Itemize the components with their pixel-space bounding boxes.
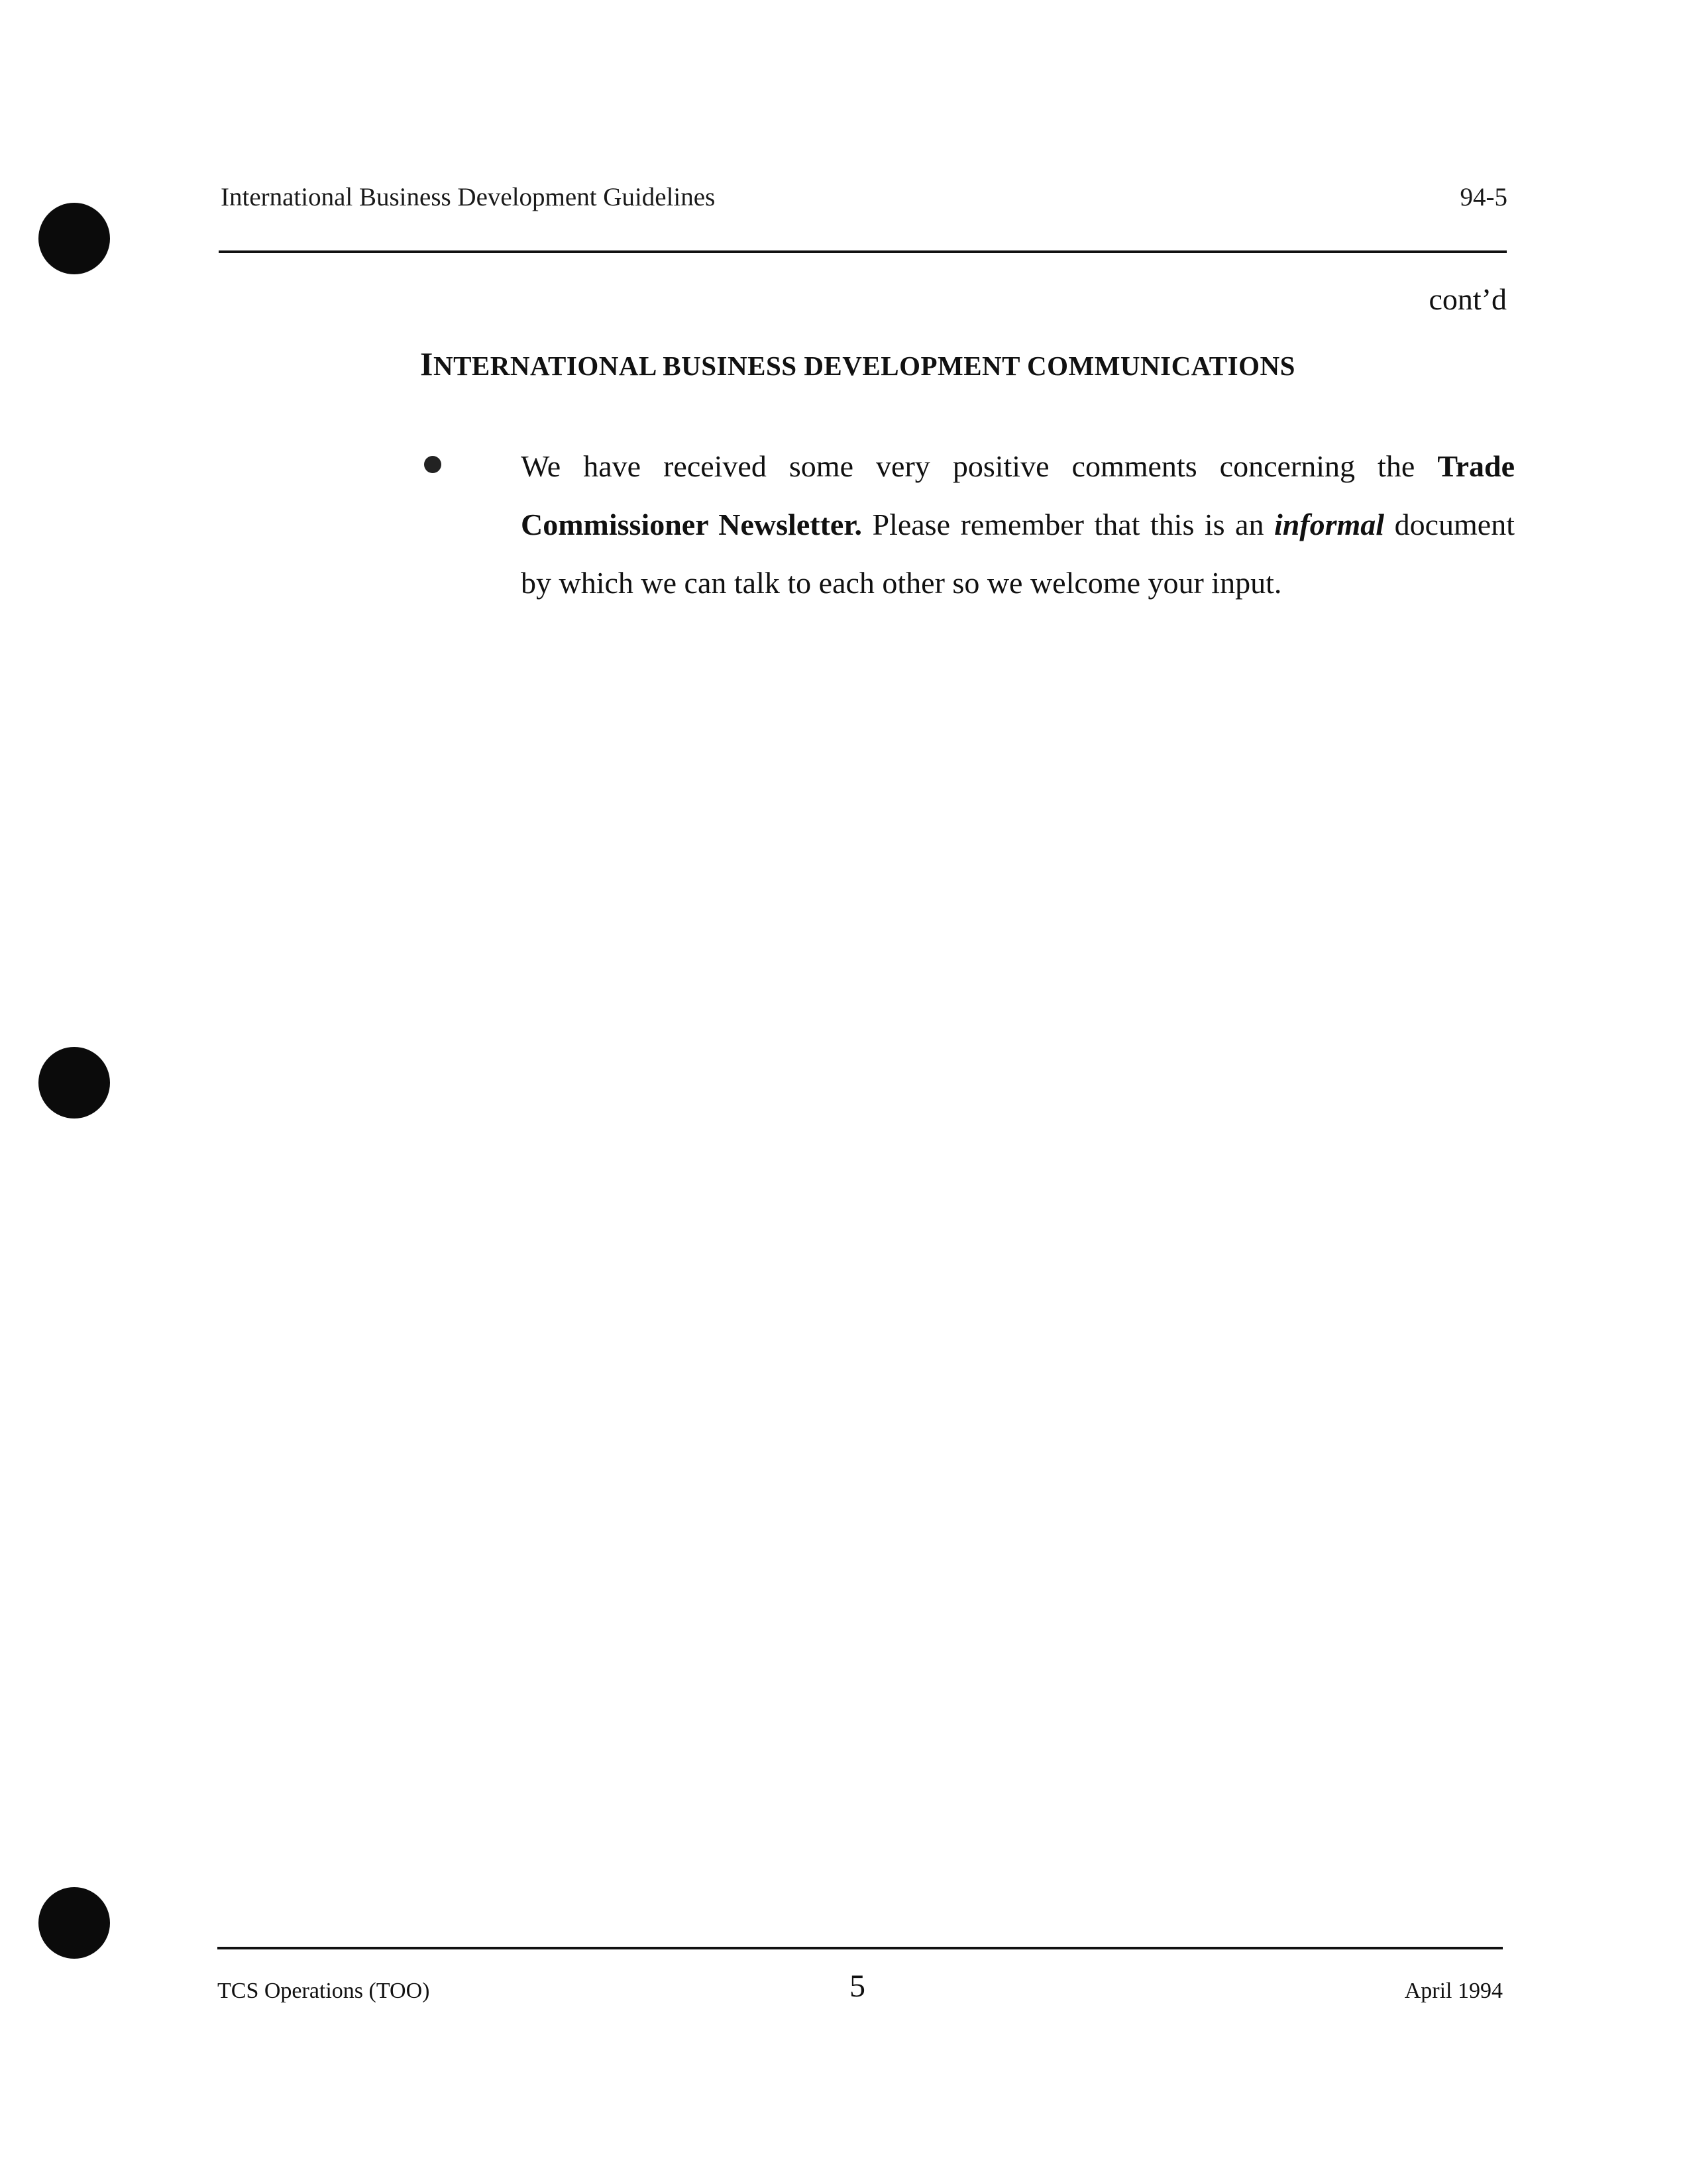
bullet-icon: [424, 456, 441, 473]
paragraph-text-3: document by which we can talk to each other so we welcome your input.: [521, 508, 1515, 600]
binder-hole-bottom: [38, 1887, 110, 1959]
section-heading: [420, 345, 1295, 383]
footer-department: TCS Operations (TOO): [217, 1979, 430, 2003]
bullet-paragraph: [521, 437, 1515, 612]
section-heading-initial: I: [420, 345, 433, 382]
emphasis-informal: informal: [1274, 508, 1385, 541]
running-header-number: 94-5: [1460, 183, 1507, 211]
footer-rule: [217, 1947, 1503, 1949]
continued-label: cont’d: [1429, 282, 1507, 316]
newsletter-name: Trade Commissioner Newsletter.: [521, 449, 1515, 541]
page-number: 5: [849, 1969, 865, 2004]
paragraph-text-2: Please remember that this is an: [862, 508, 1274, 541]
header-rule: [219, 250, 1507, 253]
binder-hole-top: [38, 203, 110, 274]
running-header-title: International Business Development Guidelines: [221, 183, 716, 211]
section-heading-rest: NTERNATIONAL BUSINESS DEVELOPMENT COMMUNICATIONS: [433, 351, 1295, 381]
footer-date: April 1994: [1404, 1979, 1503, 2003]
paragraph-text-1: We have received some very positive comments concerning the: [521, 449, 1438, 483]
binder-hole-middle: [38, 1047, 110, 1119]
